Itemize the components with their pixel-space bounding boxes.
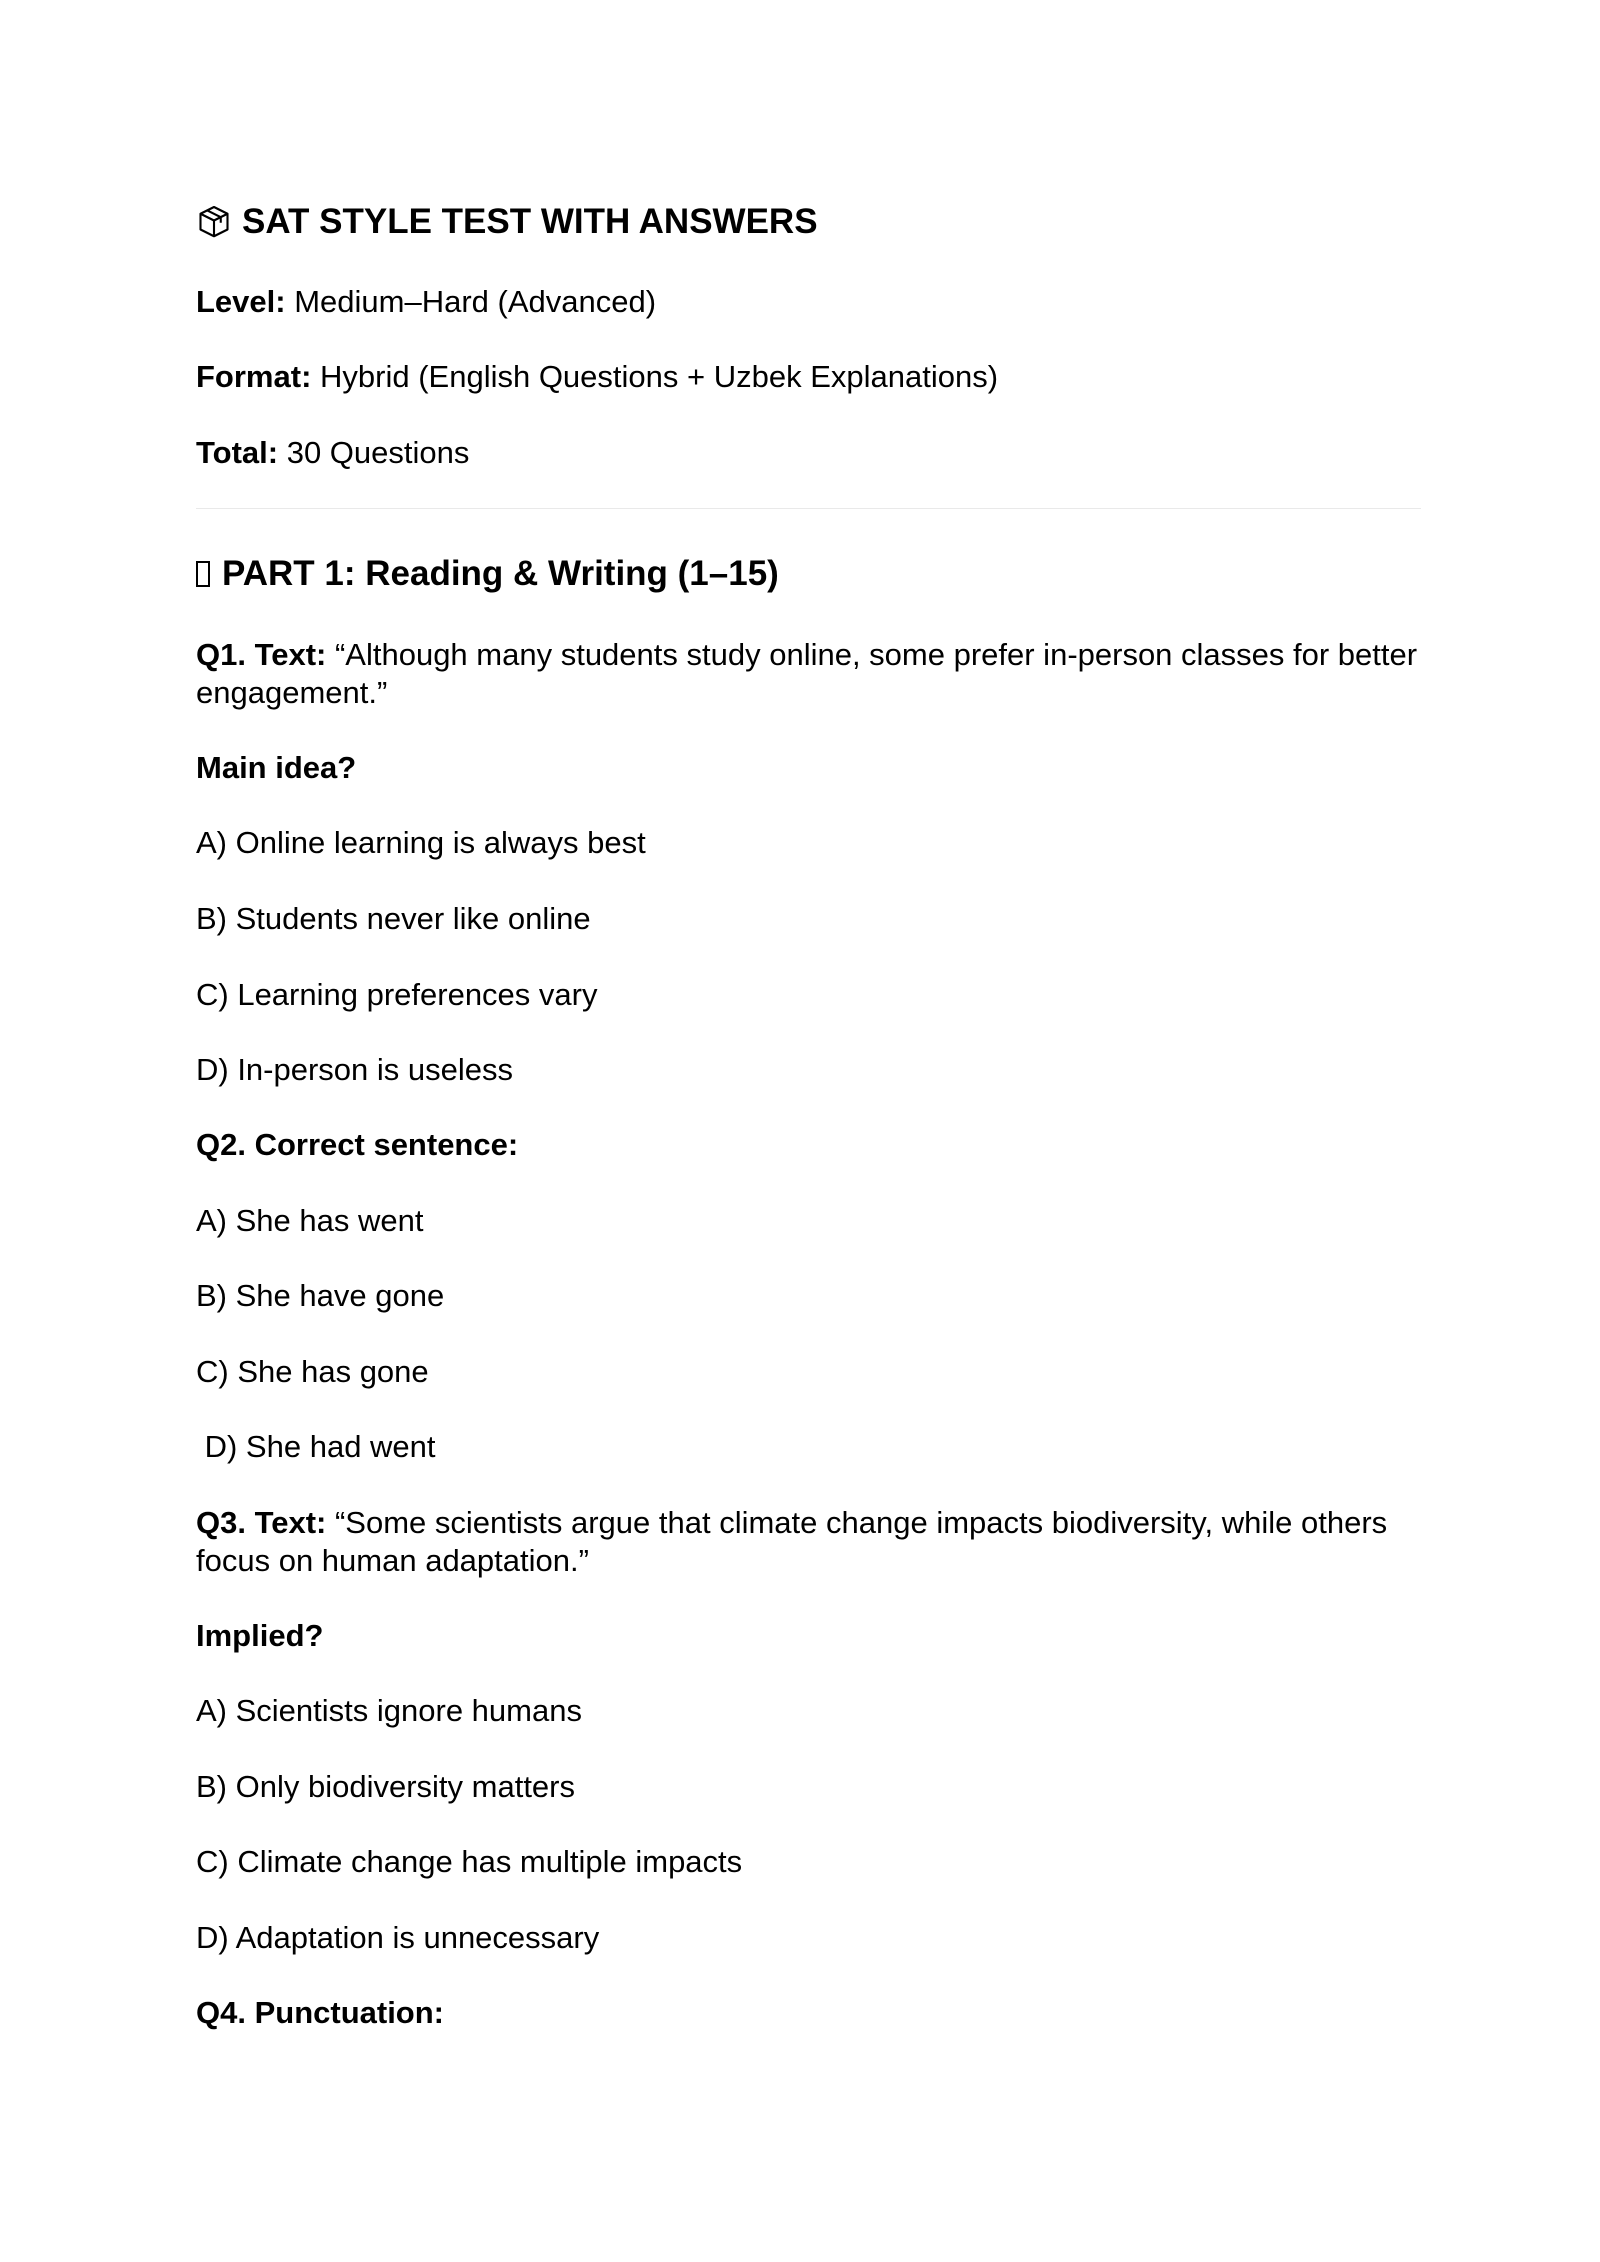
total-line: [196, 434, 469, 472]
q1-prompt: Main idea?: [196, 750, 357, 785]
q4-prompt: Q4. Punctuation:: [196, 1995, 444, 2030]
q2-prompt: Q2. Correct sentence:: [196, 1127, 519, 1162]
total-value: 30 Questions: [286, 435, 470, 470]
q3-label: Q3. Text:: [196, 1505, 327, 1540]
q3-text: [196, 1504, 1426, 1580]
document-title: [196, 198, 818, 246]
format-label: Format:: [196, 359, 312, 394]
q2-option-b: B) She have gone: [196, 1278, 445, 1313]
format-line: [196, 358, 998, 396]
q2-option-a: A) She has went: [196, 1203, 424, 1238]
total-label: Total:: [196, 435, 279, 470]
part1-heading-text: PART 1: Reading & Writing (1–15): [222, 554, 779, 593]
q3-prompt: Implied?: [196, 1618, 324, 1653]
missing-glyph-icon: [196, 561, 210, 587]
format-value: Hybrid (English Questions + Uzbek Explanations): [320, 359, 999, 394]
q2-option-d: D) She had went: [196, 1429, 436, 1464]
q1-text: [196, 636, 1426, 712]
q3-passage: “Some scientists argue that climate change impacts biodiversity, while others focus on human adaptation.”: [196, 1505, 1388, 1578]
q1-option-d: D) In-person is useless: [196, 1052, 514, 1087]
q1-option-b: B) Students never like online: [196, 901, 591, 936]
level-line: [196, 283, 656, 321]
section-divider: [196, 508, 1421, 509]
level-value: Medium–Hard (Advanced): [294, 284, 657, 319]
q3-option-b: B) Only biodiversity matters: [196, 1769, 575, 1804]
q2-option-c: C) She has gone: [196, 1354, 429, 1389]
q3-option-d: D) Adaptation is unnecessary: [196, 1920, 600, 1955]
q1-passage: “Although many students study online, some prefer in-person classes for better engagement.”: [196, 637, 1418, 710]
package-icon: [196, 204, 232, 240]
q1-option-c: C) Learning preferences vary: [196, 977, 598, 1012]
part1-heading: [196, 550, 779, 598]
q1-option-a: A) Online learning is always best: [196, 825, 646, 860]
q3-option-a: A) Scientists ignore humans: [196, 1693, 582, 1728]
level-label: Level:: [196, 284, 286, 319]
document-title-text: SAT STYLE TEST WITH ANSWERS: [242, 202, 818, 241]
q3-option-c: C) Climate change has multiple impacts: [196, 1844, 743, 1879]
q1-label: Q1. Text:: [196, 637, 327, 672]
